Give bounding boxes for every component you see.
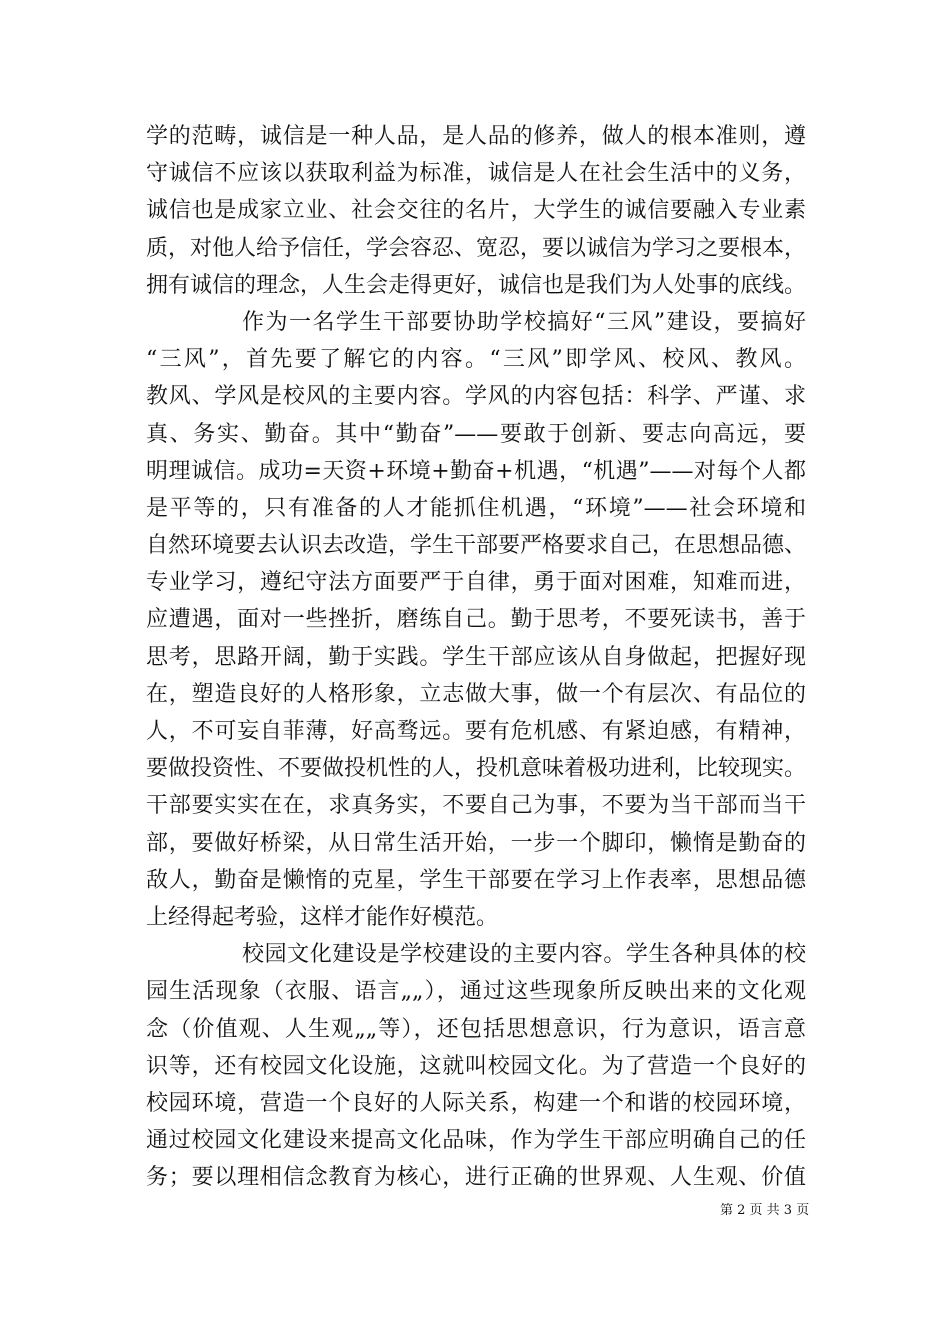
text-line: 明理诚信。成功=天资+环境+勤奋+机遇，“机遇”——对每个人都 (146, 458, 806, 484)
text-line: 校园文化建设是学校建设的主要内容。学生各种具体的校 (242, 942, 806, 968)
text-line: 作为一名学生干部要协助学校搞好“三风”建设，要搞好 (242, 309, 806, 335)
text-line: 人，不可妄自菲薄，好高骛远。要有危机感、有紧迫感，有精神， (146, 719, 806, 744)
text-line: 是平等的，只有准备的人才能抓住机遇，“环境”——社会环境和 (146, 495, 806, 521)
text-line: 自然环境要去认识去改造，学生干部要严格要求自己，在思想品德、 (146, 533, 806, 559)
text-line: 通过校园文化建设来提高文化品味，作为学生干部应明确自己的任 (146, 1128, 806, 1154)
text-line: 校园环境，营造一个良好的人际关系，构建一个和谐的校园环境， (146, 1090, 806, 1116)
body-text (146, 118, 806, 1196)
text-line: 教风、学风是校风的主要内容。学风的内容包括：科学、严谨、求 (146, 384, 806, 410)
text-line: 务；要以理相信念教育为核心，进行正确的世界观、人生观、价值 (146, 1165, 806, 1191)
text-line: 上经得起考验，这样才能作好模范。 (146, 904, 499, 930)
text-line: 要做投资性、不要做投机性的人，投机意味着极功进利，比较现实。 (146, 756, 806, 782)
text-line: 真、务实、勤奋。其中“勤奋”——要敢于创新、要志向高远，要 (146, 421, 806, 447)
text-line: 质，对他人给予信任，学会容忍、宽忍，要以诚信为学习之要根本， (146, 235, 806, 261)
text-line: “三风”，首先要了解它的内容。“三风”即学风、校风、教风。 (146, 347, 806, 373)
text-line: 思考，思路开阔，勤于实践。学生干部应该从自身做起，把握好现 (146, 644, 806, 670)
text-line: 念（价值观、人生观„„等），还包括思想意识，行为意识，语言意 (146, 1016, 806, 1042)
text-line: 部，要做好桥梁，从日常生活开始，一步一个脚印，懒惰是勤奋的 (146, 830, 806, 856)
text-line: 应遭遇，面对一些挫折，磨练自己。勤于思考，不要死读书，善于 (146, 607, 806, 633)
text-line: 拥有诚信的理念，人生会走得更好，诚信也是我们为人处事的底线。 (146, 272, 806, 298)
page-number-footer: 第 2 页 共 3 页 (720, 1203, 810, 1218)
text-line: 在，塑造良好的人格形象，立志做大事，做一个有层次、有品位的 (146, 681, 806, 707)
text-line: 诚信也是成家立业、社会交往的名片，大学生的诚信要融入专业素 (146, 198, 806, 224)
text-line: 守诚信不应该以获取利益为标准，诚信是人在社会生活中的义务， (146, 161, 806, 187)
text-line: 干部要实实在在，求真务实，不要自己为事，不要为当干部而当干 (146, 793, 806, 819)
text-line: 园生活现象（衣服、语言„„），通过这些现象所反映出来的文化观 (146, 979, 806, 1005)
text-line: 学的范畴，诚信是一种人品，是人品的修养，做人的根本准则，遵 (146, 124, 806, 149)
text-line: 敌人，勤奋是懒惰的克星，学生干部要在学习上作表率，思想品德 (146, 867, 806, 893)
text-line: 专业学习，遵纪守法方面要严于自律，勇于面对困难，知难而进， (146, 570, 806, 596)
text-line: 识等，还有校园文化设施，这就叫校园文化。为了营造一个良好的 (146, 1053, 806, 1079)
